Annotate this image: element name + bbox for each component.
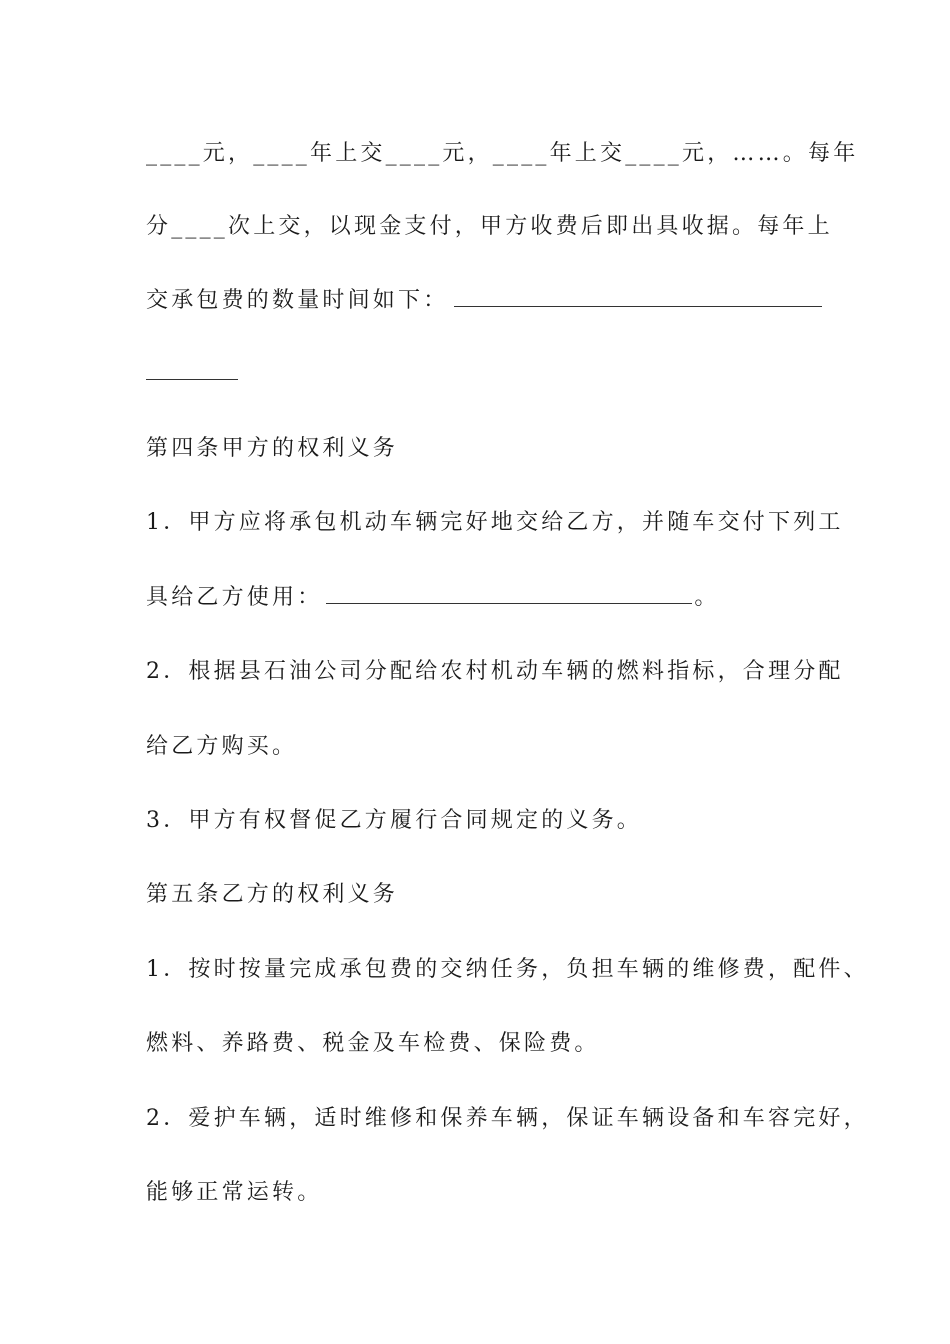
line-text: 燃料、养路费、税金及车检费、保险费。	[146, 1031, 600, 1056]
line-text: 给乙方购买。	[146, 734, 298, 759]
heading-text: 第四条甲方的权利义务	[146, 436, 399, 461]
paragraph-line	[146, 657, 844, 687]
line-text: 具给乙方使用：	[146, 585, 323, 610]
line-text: 2．根据县石油公司分配给农村机动车辆的燃料指标，合理分配	[146, 659, 844, 684]
paragraph-line	[146, 955, 869, 985]
line-text: 交承包费的数量时间如下：	[146, 288, 449, 313]
paragraph-line	[146, 286, 826, 316]
fill-in-blank	[454, 305, 822, 307]
line-suffix: 。	[694, 585, 720, 610]
fill-in-blank	[326, 602, 692, 604]
paragraph-line	[146, 212, 833, 242]
paragraph-line	[146, 1029, 826, 1059]
line-text: 分____次上交，以现金支付，甲方收费后即出具收据。每年上	[146, 214, 833, 239]
fill-in-blank	[146, 378, 238, 380]
paragraph-line	[146, 139, 859, 169]
paragraph-line	[146, 583, 826, 613]
section-heading	[146, 434, 826, 464]
paragraph-line	[146, 508, 844, 538]
line-text: 3．甲方有权督促乙方履行合同规定的义务。	[146, 808, 642, 833]
heading-text: 第五条乙方的权利义务	[146, 882, 399, 907]
line-text: 2．爱护车辆，适时维修和保养车辆，保证车辆设备和车容完好，	[146, 1106, 869, 1131]
paragraph-line	[146, 359, 826, 389]
line-text: 能够正常运转。	[146, 1180, 323, 1205]
paragraph-line	[146, 1178, 826, 1208]
paragraph-line	[146, 806, 826, 836]
line-text: ____元，____年上交____元，____年上交____元，……。每年	[146, 141, 859, 166]
line-text: 1．甲方应将承包机动车辆完好地交给乙方，并随车交付下列工	[146, 510, 844, 535]
paragraph-line	[146, 732, 826, 762]
section-heading	[146, 880, 826, 910]
paragraph-line	[146, 1104, 869, 1134]
line-text: 1．按时按量完成承包费的交纳任务，负担车辆的维修费，配件、	[146, 957, 869, 982]
